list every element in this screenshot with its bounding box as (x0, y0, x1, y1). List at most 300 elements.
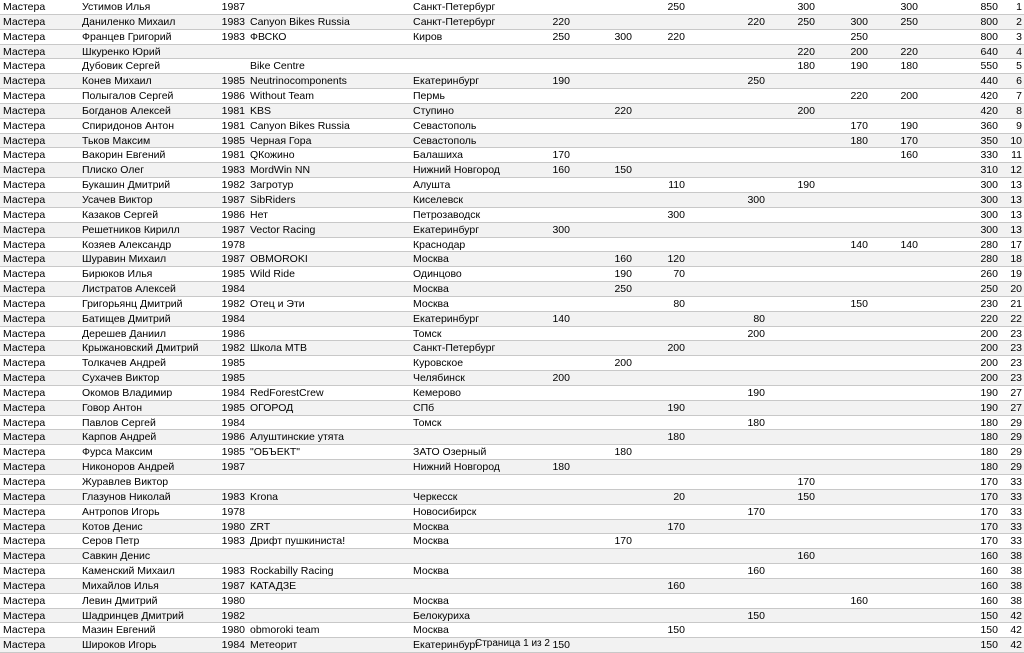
stage6-points: 200 (850, 45, 868, 58)
table-row (0, 0, 1024, 15)
stage3-points: 160 (667, 579, 685, 592)
team-cell: RedForestCrew (250, 386, 324, 399)
name-cell: Тьков Максим (82, 134, 151, 147)
name-cell: Фурса Максим (82, 446, 153, 459)
name-cell: Котов Денис (82, 520, 143, 533)
total-points: 190 (980, 386, 998, 399)
rank-cell: 42 (1010, 624, 1022, 637)
name-cell: Козяев Александр (82, 238, 172, 251)
rank-cell: 11 (1011, 149, 1022, 162)
total-points: 330 (980, 149, 998, 162)
category-cell: Мастера (3, 594, 46, 607)
team-cell: QКожино (250, 149, 295, 162)
stage2-points: 220 (614, 104, 632, 117)
year-cell: 1986 (221, 90, 245, 103)
total-points: 170 (980, 490, 998, 503)
stage4-points: 220 (747, 15, 765, 28)
city-cell: Нижний Новгород (413, 164, 500, 177)
name-cell: Богданов Алексей (82, 104, 171, 117)
name-cell: Казаков Сергей (82, 208, 159, 221)
city-cell: Челябинск (413, 372, 465, 385)
rank-cell: 42 (1010, 609, 1022, 622)
stage5-points: 220 (797, 45, 815, 58)
stage3-points: 120 (667, 253, 685, 266)
team-cell: Черная Гора (250, 134, 312, 147)
stage7-points: 190 (900, 119, 918, 132)
team-cell: Wild Ride (250, 268, 295, 281)
table-row (0, 134, 1024, 149)
year-cell: 1980 (221, 624, 245, 637)
team-cell: MordWin NN (250, 164, 311, 177)
name-cell: Широков Игорь (82, 639, 157, 652)
total-points: 280 (980, 253, 998, 266)
name-cell: Францев Григорий (82, 30, 172, 43)
stage4-points: 300 (747, 193, 765, 206)
rank-cell: 23 (1010, 342, 1022, 355)
table-row (0, 119, 1024, 134)
stage4-points: 150 (747, 609, 765, 622)
rank-cell: 21 (1010, 297, 1022, 310)
city-cell: Москва (413, 565, 449, 578)
category-cell: Мастера (3, 193, 46, 206)
rank-cell: 29 (1010, 416, 1022, 429)
stage3-points: 150 (667, 624, 685, 637)
year-cell: 1987 (221, 253, 245, 266)
stage5-points: 300 (797, 1, 815, 13)
category-cell: Мастера (3, 520, 46, 533)
name-cell: Дерешев Даниил (82, 327, 166, 340)
name-cell: Глазунов Николай (82, 490, 171, 503)
stage5-points: 200 (797, 104, 815, 117)
category-cell: Мастера (3, 164, 46, 177)
name-cell: Левин Дмитрий (82, 594, 158, 607)
stage7-points: 170 (900, 134, 918, 147)
total-points: 150 (980, 639, 998, 652)
name-cell: Листратов Алексей (82, 283, 176, 296)
stage2-points: 250 (614, 283, 632, 296)
rank-cell: 13 (1010, 193, 1022, 206)
total-points: 180 (980, 461, 998, 474)
year-cell: 1981 (221, 119, 245, 132)
year-cell: 1985 (221, 134, 245, 147)
city-cell: Томск (413, 327, 442, 340)
name-cell: Журавлев Виктор (82, 476, 169, 488)
rank-cell: 13 (1010, 179, 1022, 192)
rank-cell: 23 (1010, 372, 1022, 385)
total-points: 440 (980, 75, 998, 88)
stage2-points: 190 (614, 268, 632, 281)
city-cell: Санкт-Петербург (413, 1, 496, 13)
team-cell: OBMOROKI (250, 253, 308, 266)
rank-cell: 19 (1010, 268, 1022, 281)
table-row (0, 564, 1024, 579)
team-cell: KBS (250, 104, 272, 117)
table-row (0, 401, 1024, 416)
city-cell: Пермь (413, 90, 445, 103)
name-cell: Савкин Денис (82, 550, 151, 563)
table-row (0, 505, 1024, 520)
stage4-points: 170 (747, 505, 765, 518)
stage3-points: 20 (673, 490, 685, 503)
stage6-points: 300 (850, 15, 868, 28)
total-points: 180 (980, 416, 998, 429)
team-cell: Метеорит (250, 639, 298, 652)
city-cell: Балашиха (413, 149, 463, 162)
name-cell: Вакорин Евгений (82, 149, 166, 162)
rank-cell: 10 (1010, 134, 1022, 147)
stage3-points: 70 (673, 268, 685, 281)
year-cell: 1986 (221, 431, 245, 444)
year-cell: 1984 (221, 386, 245, 399)
rank-cell: 23 (1010, 327, 1022, 340)
table-row (0, 312, 1024, 327)
team-cell: ZRT (250, 520, 271, 533)
team-cell: Bike Centre (250, 60, 305, 73)
category-cell: Мастера (3, 386, 46, 399)
category-cell: Мастера (3, 90, 46, 103)
category-cell: Мастера (3, 490, 46, 503)
team-cell: SibRiders (250, 193, 296, 206)
category-cell: Мастера (3, 253, 46, 266)
total-points: 160 (980, 594, 998, 607)
category-cell: Мастера (3, 342, 46, 355)
year-cell: 1980 (221, 520, 245, 533)
table-row (0, 609, 1024, 624)
stage4-points: 250 (747, 75, 765, 88)
city-cell: Алушта (413, 179, 451, 192)
name-cell: Каменский Михаил (82, 565, 175, 578)
category-cell: Мастера (3, 75, 46, 88)
city-cell: Москва (413, 520, 449, 533)
year-cell: 1984 (221, 312, 245, 325)
year-cell: 1987 (221, 1, 245, 13)
category-cell: Мастера (3, 268, 46, 281)
table-row (0, 30, 1024, 45)
total-points: 170 (980, 535, 998, 548)
rank-cell: 1 (1016, 1, 1022, 13)
rank-cell: 9 (1016, 119, 1022, 132)
name-cell: Дубовик Сергей (82, 60, 161, 73)
rank-cell: 7 (1016, 90, 1022, 103)
name-cell: Букашин Дмитрий (82, 179, 171, 192)
rank-cell: 17 (1010, 238, 1022, 251)
total-points: 150 (980, 609, 998, 622)
category-cell: Мастера (3, 327, 46, 340)
city-cell: Екатеринбург (413, 639, 480, 652)
total-points: 800 (980, 15, 998, 28)
stage3-points: 170 (667, 520, 685, 533)
team-cell: Neutrinocomponents (250, 75, 347, 88)
total-points: 200 (980, 357, 998, 370)
table-row (0, 549, 1024, 564)
stage3-points: 190 (667, 401, 685, 414)
category-cell: Мастера (3, 446, 46, 459)
stage5-points: 170 (797, 476, 815, 488)
table-row (0, 89, 1024, 104)
stage7-points: 140 (900, 238, 918, 251)
name-cell: Плиско Олег (82, 164, 145, 177)
rank-cell: 12 (1010, 164, 1022, 177)
rank-cell: 18 (1010, 253, 1022, 266)
rank-cell: 33 (1010, 505, 1022, 518)
stage3-points: 220 (667, 30, 685, 43)
team-cell: Krona (250, 490, 279, 503)
total-points: 800 (980, 30, 998, 43)
table-row (0, 534, 1024, 549)
year-cell: 1980 (221, 594, 245, 607)
table-row (0, 208, 1024, 223)
category-cell: Мастера (3, 579, 46, 592)
name-cell: Усачев Виктор (82, 193, 153, 206)
category-cell: Мастера (3, 297, 46, 310)
total-points: 160 (980, 579, 998, 592)
team-cell: Canyon Bikes Russia (250, 119, 350, 132)
category-cell: Мастера (3, 609, 46, 622)
total-points: 170 (980, 505, 998, 518)
team-cell: Canyon Bikes Russia (250, 15, 350, 28)
total-points: 280 (980, 238, 998, 251)
rank-cell: 29 (1010, 431, 1022, 444)
stage3-points: 300 (667, 208, 685, 221)
total-points: 180 (980, 431, 998, 444)
team-cell: ФВСКО (250, 30, 287, 43)
table-row (0, 327, 1024, 342)
category-cell: Мастера (3, 624, 46, 637)
total-points: 350 (980, 134, 998, 147)
total-points: 300 (980, 223, 998, 236)
name-cell: Антропов Игорь (82, 505, 160, 518)
stage7-points: 300 (900, 1, 918, 13)
table-row (0, 15, 1024, 30)
table-row (0, 520, 1024, 535)
city-cell: Севастополь (413, 119, 477, 132)
city-cell: СПб (413, 401, 435, 414)
year-cell: 1987 (221, 579, 245, 592)
stage5-points: 150 (797, 490, 815, 503)
table-row (0, 594, 1024, 609)
stage1-points: 220 (552, 15, 570, 28)
year-cell: 1986 (221, 208, 245, 221)
year-cell: 1982 (221, 297, 245, 310)
rank-cell: 33 (1010, 490, 1022, 503)
year-cell: 1987 (221, 193, 245, 206)
table-row (0, 297, 1024, 312)
total-points: 250 (980, 283, 998, 296)
stage1-points: 300 (552, 223, 570, 236)
team-cell: Алуштинские утята (250, 431, 345, 444)
table-row (0, 475, 1024, 490)
rank-cell: 33 (1010, 520, 1022, 533)
team-cell: "ОБЪЕКТ" (250, 446, 301, 459)
team-cell: Нет (250, 208, 268, 221)
table-row (0, 223, 1024, 238)
rank-cell: 29 (1010, 446, 1022, 459)
team-cell: ОГОРОД (250, 401, 294, 414)
year-cell: 1982 (221, 179, 245, 192)
city-cell: Екатеринбург (413, 223, 480, 236)
year-cell: 1984 (221, 416, 245, 429)
rank-cell: 38 (1010, 579, 1022, 592)
name-cell: Шадринцев Дмитрий (82, 609, 184, 622)
stage3-points: 250 (667, 1, 685, 13)
rank-cell: 33 (1010, 476, 1022, 488)
name-cell: Павлов Сергей (82, 416, 156, 429)
rank-cell: 38 (1010, 565, 1022, 578)
category-cell: Мастера (3, 1, 46, 13)
total-points: 160 (980, 565, 998, 578)
table-row (0, 579, 1024, 594)
stage6-points: 220 (850, 90, 868, 103)
stage4-points: 180 (747, 416, 765, 429)
name-cell: Окомов Владимир (82, 386, 173, 399)
stage4-points: 80 (753, 312, 765, 325)
stage6-points: 150 (850, 297, 868, 310)
stage3-points: 110 (668, 179, 685, 192)
stage1-points: 190 (552, 75, 570, 88)
table-row (0, 193, 1024, 208)
total-points: 170 (980, 520, 998, 533)
total-points: 170 (980, 476, 998, 488)
category-cell: Мастера (3, 639, 46, 652)
category-cell: Мастера (3, 505, 46, 518)
table-row (0, 45, 1024, 60)
name-cell: Устимов Илья (82, 1, 151, 13)
stage5-points: 180 (797, 60, 815, 73)
rank-cell: 2 (1016, 15, 1022, 28)
name-cell: Серов Петр (82, 535, 140, 548)
name-cell: Григорьянц Дмитрий (82, 297, 183, 310)
rank-cell: 38 (1010, 550, 1022, 563)
total-points: 550 (980, 60, 998, 73)
city-cell: Черкесск (413, 490, 458, 503)
rank-cell: 13 (1010, 208, 1022, 221)
table-row (0, 282, 1024, 297)
category-cell: Мастера (3, 476, 46, 488)
year-cell: 1985 (221, 357, 245, 370)
stage7-points: 220 (900, 45, 918, 58)
stage2-points: 170 (614, 535, 632, 548)
table-row (0, 104, 1024, 119)
category-cell: Мастера (3, 134, 46, 147)
name-cell: Решетников Кирилл (82, 223, 180, 236)
stage2-points: 300 (614, 30, 632, 43)
rank-cell: 8 (1016, 104, 1022, 117)
year-cell: 1981 (221, 104, 245, 117)
total-points: 420 (980, 104, 998, 117)
table-row (0, 445, 1024, 460)
stage5-points: 190 (797, 179, 815, 192)
name-cell: Сухачев Виктор (82, 372, 160, 385)
year-cell: 1983 (221, 565, 245, 578)
city-cell: Москва (413, 624, 449, 637)
stage4-points: 160 (747, 565, 765, 578)
year-cell: 1983 (221, 490, 245, 503)
rank-cell: 6 (1016, 75, 1022, 88)
stage3-points: 180 (667, 431, 685, 444)
team-cell: Загротур (250, 179, 294, 192)
city-cell: Одинцово (413, 268, 462, 281)
team-cell: Отец и Эти (250, 297, 305, 310)
total-points: 300 (980, 193, 998, 206)
stage6-points: 250 (850, 30, 868, 43)
city-cell: Киров (413, 30, 443, 43)
category-cell: Мастера (3, 60, 46, 73)
name-cell: Шкуренко Юрий (82, 45, 161, 58)
city-cell: Кемерово (413, 386, 461, 399)
stage3-points: 80 (673, 297, 685, 310)
city-cell: Екатеринбург (413, 312, 480, 325)
rank-cell: 13 (1010, 223, 1022, 236)
total-points: 640 (980, 45, 998, 58)
category-cell: Мастера (3, 550, 46, 563)
year-cell: 1986 (221, 327, 245, 340)
rank-cell: 5 (1016, 60, 1022, 73)
year-cell: 1983 (221, 535, 245, 548)
total-points: 200 (980, 342, 998, 355)
total-points: 200 (980, 327, 998, 340)
stage7-points: 250 (900, 15, 918, 28)
stage4-points: 200 (747, 327, 765, 340)
city-cell: Москва (413, 283, 449, 296)
table-row (0, 267, 1024, 282)
category-cell: Мастера (3, 119, 46, 132)
table-row (0, 74, 1024, 89)
total-points: 300 (980, 179, 998, 192)
category-cell: Мастера (3, 30, 46, 43)
stage7-points: 160 (900, 149, 918, 162)
name-cell: Говор Антон (82, 401, 143, 414)
table-row (0, 238, 1024, 253)
table-row (0, 371, 1024, 386)
year-cell: 1987 (221, 223, 245, 236)
city-cell: Петрозаводск (413, 208, 481, 221)
category-cell: Мастера (3, 431, 46, 444)
total-points: 190 (980, 401, 998, 414)
page-footer: Страница 1 из 2 (475, 638, 550, 649)
rank-cell: 3 (1016, 30, 1022, 43)
city-cell: Санкт-Петербург (413, 15, 496, 28)
rank-cell: 20 (1010, 283, 1022, 296)
name-cell: Шуравин Михаил (82, 253, 167, 266)
year-cell: 1978 (221, 238, 245, 251)
year-cell: 1982 (221, 609, 245, 622)
city-cell: Белокуриха (413, 609, 470, 622)
category-cell: Мастера (3, 238, 46, 251)
year-cell: 1983 (221, 15, 245, 28)
city-cell: Севастополь (413, 134, 477, 147)
stage6-points: 180 (850, 134, 868, 147)
rank-cell: 42 (1010, 639, 1022, 652)
year-cell: 1982 (221, 342, 245, 355)
year-cell: 1983 (221, 30, 245, 43)
city-cell: ЗАТО Озерный (413, 446, 487, 459)
rank-cell: 29 (1010, 461, 1022, 474)
category-cell: Мастера (3, 565, 46, 578)
city-cell: Томск (413, 416, 442, 429)
stage2-points: 150 (614, 164, 632, 177)
total-points: 200 (980, 372, 998, 385)
table-row (0, 430, 1024, 445)
category-cell: Мастера (3, 312, 46, 325)
stage1-points: 180 (552, 461, 570, 474)
table-row (0, 59, 1024, 74)
city-cell: Нижний Новгород (413, 461, 500, 474)
team-cell: Дрифт пушкиниста! (250, 535, 346, 548)
table-row (0, 356, 1024, 371)
stage6-points: 190 (850, 60, 868, 73)
rank-cell: 23 (1010, 357, 1022, 370)
year-cell: 1978 (221, 505, 245, 518)
